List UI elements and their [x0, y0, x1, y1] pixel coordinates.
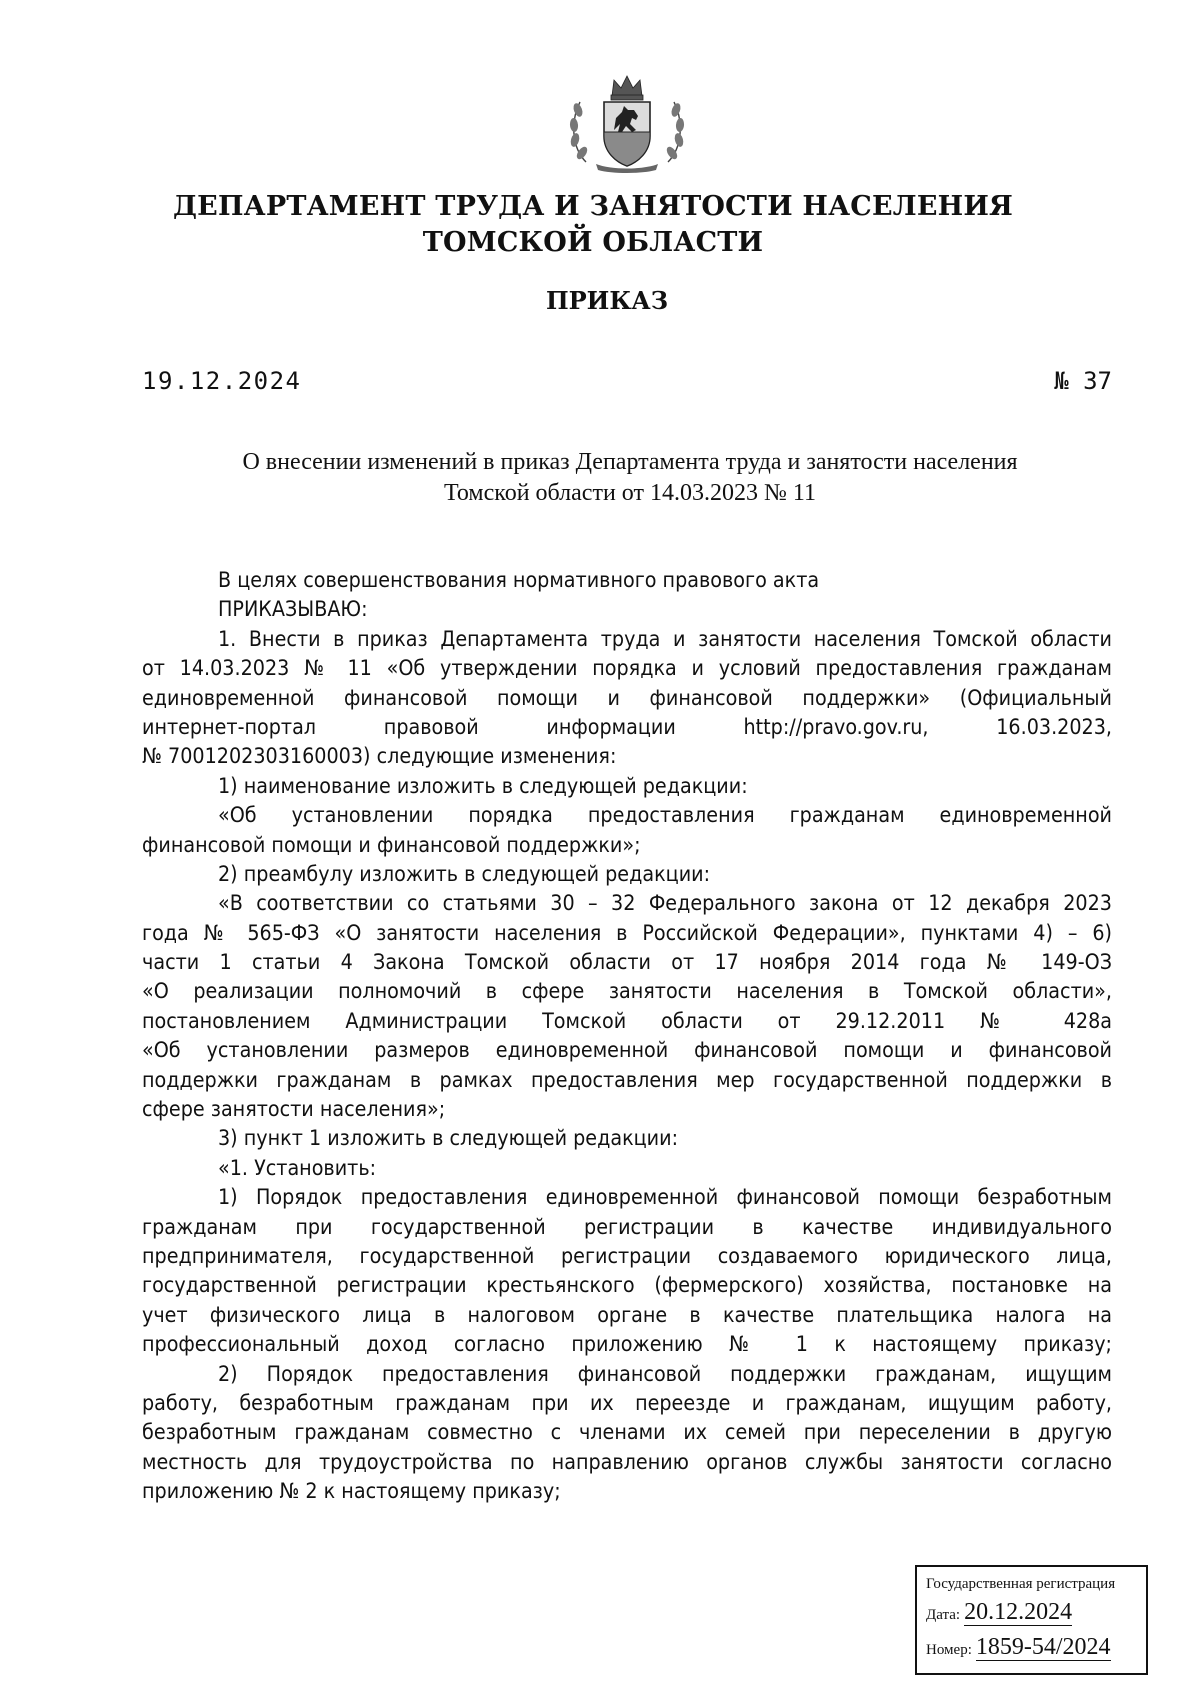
body-line: приложению № 2 к настоящему приказу; [142, 1479, 561, 1505]
order-number: № 37 [1054, 367, 1112, 395]
body-line: работу, безработным гражданам при их переезде и гражданам, ищущим работу, [142, 1390, 1112, 1416]
registration-number-label: Номер: [926, 1642, 972, 1658]
registration-title: Государственная регистрация [926, 1576, 1116, 1592]
body-line: государственной регистрации крестьянского (фермерского) хозяйства, постановке на [142, 1273, 1112, 1299]
body-line: 1. Внести в приказ Департамента труда и занятости населения Томской области [218, 626, 1112, 652]
body-line: предпринимателя, государственной регистрации создаваемого юридического лица, [142, 1243, 1112, 1269]
body-line: сфере занятости населения»; [142, 1097, 446, 1123]
registration-date-value: 20.12.2024 [964, 1599, 1073, 1625]
body-line: части 1 статьи 4 Закона Томской области от 17 ноября 2014 года № 149-ОЗ [142, 950, 1112, 976]
registration-date-label: Дата: [926, 1607, 961, 1623]
registration-date-row [926, 1599, 1072, 1625]
body-line: года № 565-ФЗ «О занятости населения в Российской Федерации», пунктами 4) – 6) [142, 920, 1112, 946]
coat-of-arms-emblem [566, 70, 688, 176]
order-subject-line2: Томской области от 14.03.2023 № 11 [444, 480, 816, 506]
body-line: 2) Порядок предоставления финансовой поддержки гражданам, ищущим [218, 1361, 1112, 1387]
body-line: «1. Установить: [218, 1155, 377, 1181]
registration-number-row [926, 1634, 1111, 1660]
body-line: № 7001202303160003) следующие изменения: [142, 744, 617, 770]
body-line: 2) преамбулу изложить в следующей редакции: [218, 861, 711, 887]
body-line: «Об установлении порядка предоставления гражданам единовременной [218, 803, 1112, 829]
body-line: поддержки гражданам в рамках предоставления мер государственной поддержки в [142, 1067, 1112, 1093]
body-line: безработным гражданам совместно с членами их семей при переселении в другую [142, 1420, 1112, 1446]
body-line: гражданам при государственной регистрации в качестве индивидуального [142, 1214, 1112, 1240]
document-type: ПРИКАЗ [545, 286, 669, 315]
body-line: профессиональный доход согласно приложению № 1 к настоящему приказу; [142, 1332, 1112, 1358]
registration-stamp [915, 1565, 1148, 1675]
body-line: 1) Порядок предоставления единовременной финансовой помощи безработным [218, 1185, 1112, 1211]
registration-number-value: 1859-54/2024 [975, 1634, 1111, 1660]
body-line: постановлением Администрации Томской области от 29.12.2011 № 428а [142, 1008, 1112, 1034]
body-line: 1) наименование изложить в следующей редакции: [218, 773, 748, 799]
body-line: ПРИКАЗЫВАЮ: [218, 597, 368, 623]
order-date: 19.12.2024 [142, 367, 302, 395]
body-line: учет физического лица в налоговом органе в качестве плательщика налога на [142, 1302, 1112, 1328]
order-subject-line1: О внесении изменений в приказ Департамента труда и занятости населения [242, 449, 1018, 475]
body-line: от 14.03.2023 № 11 «Об утверждении порядка и условий предоставления гражданам [142, 656, 1112, 682]
body-line: «О реализации полномочий в сфере занятости населения в Томской области», [142, 979, 1112, 1005]
body-line: 3) пункт 1 изложить в следующей редакции: [218, 1126, 679, 1152]
department-name-line1: ДЕПАРТАМЕНТ ТРУДА И ЗАНЯТОСТИ НАСЕЛЕНИЯ [172, 191, 1014, 222]
body-line: «Об установлении размеров единовременной финансовой помощи и финансовой [142, 1038, 1112, 1064]
body-line: местность для трудоустройства по направлению органов службы занятости согласно [142, 1449, 1112, 1475]
body-line: «В соответствии со статьями 30 – 32 Федерального закона от 12 декабря 2023 [218, 891, 1112, 917]
body-line: единовременной финансовой помощи и финансовой поддержки» (Официальный [142, 685, 1112, 711]
body-line: интернет-портал правовой информации http://pravo.gov.ru, 16.03.2023, [142, 714, 1112, 740]
body-line: финансовой помощи и финансовой поддержки»; [142, 832, 641, 858]
body-line: В целях совершенствования нормативного правового акта [218, 568, 820, 593]
order-body [142, 566, 1112, 1507]
department-name-line2: ТОМСКОЙ ОБЛАСТИ [422, 227, 764, 258]
